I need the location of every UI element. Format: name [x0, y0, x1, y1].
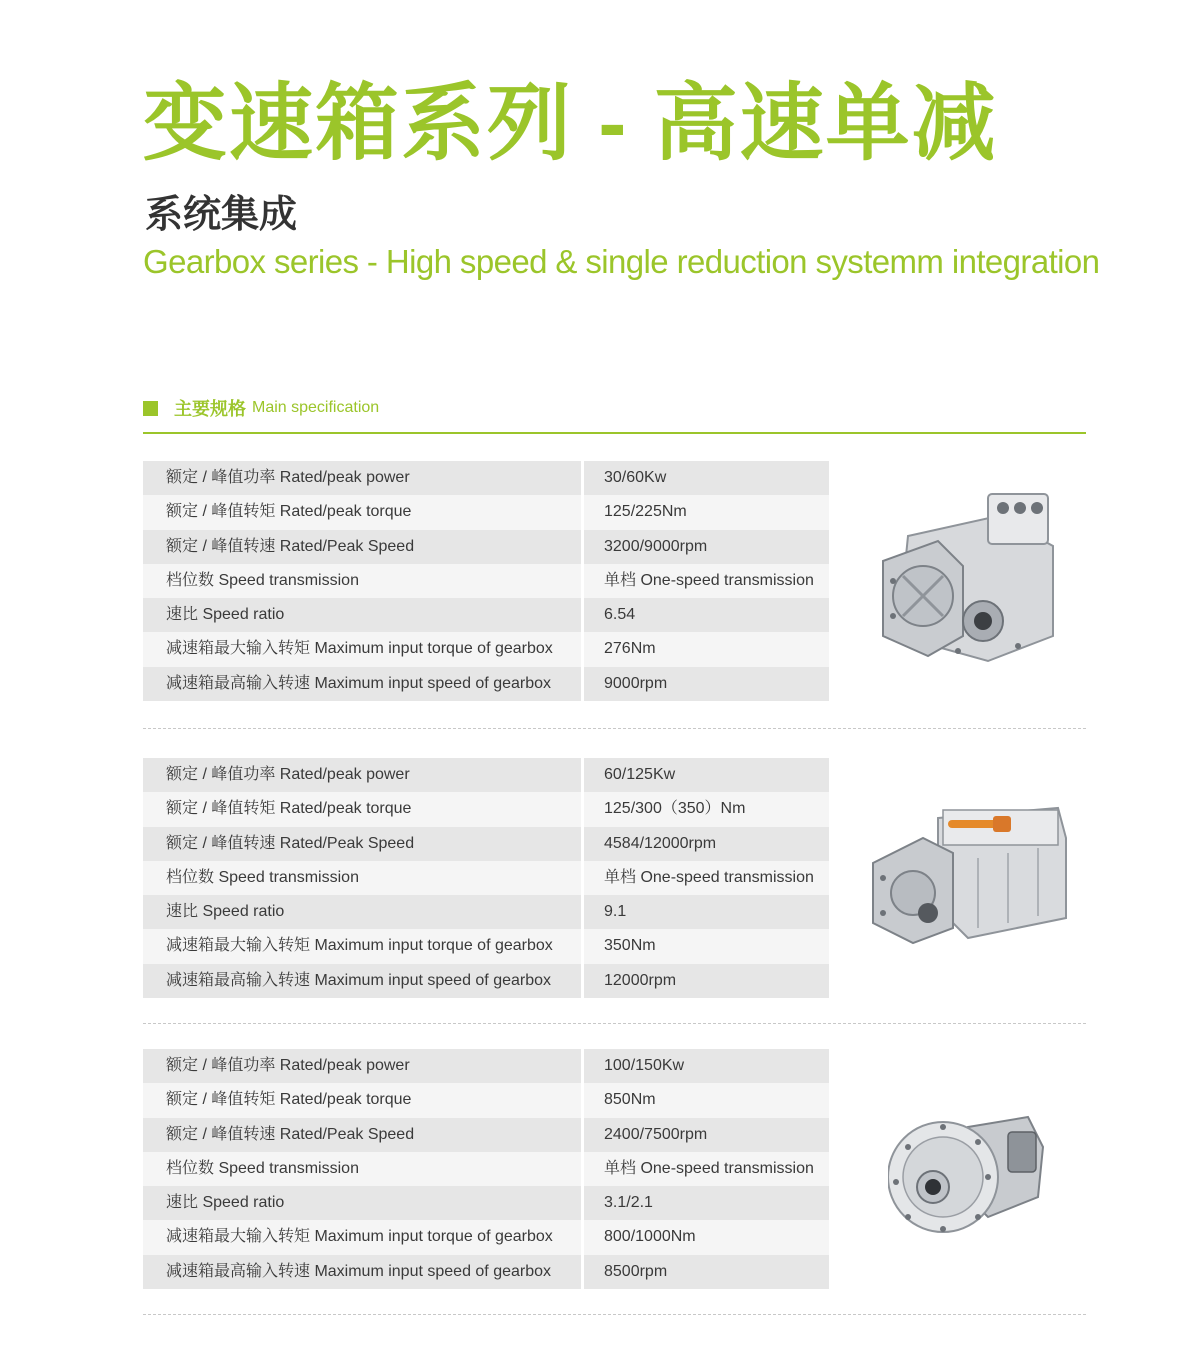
- spec-value: 单档 One-speed transmission: [584, 861, 829, 895]
- spec-value: 12000rpm: [584, 964, 829, 998]
- spec-row: [143, 1049, 829, 1083]
- spec-label: 额定 / 峰值功率 Rated/peak power: [143, 1049, 581, 1083]
- page-subtitle-cn: 系统集成: [145, 194, 298, 236]
- spec-value: 9.1: [584, 895, 829, 929]
- spec-value: 单档 One-speed transmission: [584, 564, 829, 598]
- spec-row: [143, 1186, 829, 1220]
- spec-row: [143, 964, 829, 998]
- spec-row: [143, 564, 829, 598]
- spec-value: 3200/9000rpm: [584, 530, 829, 564]
- spec-value: 6.54: [584, 598, 829, 632]
- spec-label: 减速箱最大输入转矩 Maximum input torque of gearbox: [143, 1220, 581, 1254]
- product-block-2: [143, 758, 1086, 998]
- spec-value: 4584/12000rpm: [584, 827, 829, 861]
- spec-label: 速比 Speed ratio: [143, 895, 581, 929]
- spec-value: 60/125Kw: [584, 758, 829, 792]
- spec-value: 30/60Kw: [584, 461, 829, 495]
- spec-value: 3.1/2.1: [584, 1186, 829, 1220]
- spec-row: [143, 792, 829, 826]
- product-block-3: [143, 1049, 1086, 1289]
- spec-row: [143, 1220, 829, 1254]
- spec-row: [143, 758, 829, 792]
- block-divider: [143, 1023, 1086, 1024]
- spec-label: 减速箱最高输入转速 Maximum input speed of gearbox: [143, 1255, 581, 1289]
- spec-value: 350Nm: [584, 929, 829, 963]
- spec-row: [143, 827, 829, 861]
- spec-table: [143, 461, 829, 701]
- block-divider: [143, 1314, 1086, 1315]
- spec-label: 额定 / 峰值功率 Rated/peak power: [143, 758, 581, 792]
- spec-row: [143, 598, 829, 632]
- spec-label: 额定 / 峰值转矩 Rated/peak torque: [143, 495, 581, 529]
- spec-label: 减速箱最大输入转矩 Maximum input torque of gearbox: [143, 632, 581, 666]
- spec-label: 减速箱最大输入转矩 Maximum input torque of gearbox: [143, 929, 581, 963]
- spec-row: [143, 667, 829, 701]
- spec-label: 速比 Speed ratio: [143, 598, 581, 632]
- gearbox-unit-2-image: [868, 798, 1068, 948]
- spec-value: 单档 One-speed transmission: [584, 1152, 829, 1186]
- spec-label: 额定 / 峰值转矩 Rated/peak torque: [143, 1083, 581, 1117]
- spec-row: [143, 632, 829, 666]
- spec-label: 额定 / 峰值转矩 Rated/peak torque: [143, 792, 581, 826]
- spec-row: [143, 461, 829, 495]
- spec-value: 8500rpm: [584, 1255, 829, 1289]
- spec-value: 276Nm: [584, 632, 829, 666]
- page-title: 变速箱系列 - 高速单减: [143, 76, 998, 170]
- spec-row: [143, 895, 829, 929]
- spec-value: 800/1000Nm: [584, 1220, 829, 1254]
- page-subtitle-en: Gearbox series - High speed & single reduction systemm integration: [143, 243, 1100, 280]
- section-title-cn: 主要规格: [174, 399, 246, 419]
- spec-label: 额定 / 峰值转速 Rated/Peak Speed: [143, 827, 581, 861]
- spec-row: [143, 1083, 829, 1117]
- spec-value: 125/225Nm: [584, 495, 829, 529]
- section-divider: [143, 432, 1086, 434]
- spec-label: 额定 / 峰值转速 Rated/Peak Speed: [143, 1118, 581, 1152]
- spec-table: [143, 758, 829, 998]
- spec-table: [143, 1049, 829, 1289]
- section-title-en: Main specification: [252, 399, 380, 416]
- spec-row: [143, 1118, 829, 1152]
- spec-value: 850Nm: [584, 1083, 829, 1117]
- spec-label: 额定 / 峰值功率 Rated/peak power: [143, 461, 581, 495]
- hub-gearbox-image: [888, 1087, 1048, 1257]
- spec-row: [143, 530, 829, 564]
- spec-row: [143, 929, 829, 963]
- section-square-icon: [143, 401, 158, 416]
- spec-value: 2400/7500rpm: [584, 1118, 829, 1152]
- gearbox-unit-1-image: [868, 486, 1063, 676]
- spec-label: 速比 Speed ratio: [143, 1186, 581, 1220]
- spec-label: 档位数 Speed transmission: [143, 861, 581, 895]
- block-divider: [143, 728, 1086, 729]
- spec-row: [143, 1152, 829, 1186]
- spec-label: 额定 / 峰值转速 Rated/Peak Speed: [143, 530, 581, 564]
- spec-row: [143, 1255, 829, 1289]
- spec-label: 档位数 Speed transmission: [143, 564, 581, 598]
- section-heading: [143, 395, 379, 421]
- spec-row: [143, 495, 829, 529]
- spec-row: [143, 861, 829, 895]
- product-block-1: [143, 461, 1086, 701]
- spec-value: 9000rpm: [584, 667, 829, 701]
- spec-label: 档位数 Speed transmission: [143, 1152, 581, 1186]
- spec-value: 125/300（350）Nm: [584, 792, 829, 826]
- spec-label: 减速箱最高输入转速 Maximum input speed of gearbox: [143, 667, 581, 701]
- spec-label: 减速箱最高输入转速 Maximum input speed of gearbox: [143, 964, 581, 998]
- spec-value: 100/150Kw: [584, 1049, 829, 1083]
